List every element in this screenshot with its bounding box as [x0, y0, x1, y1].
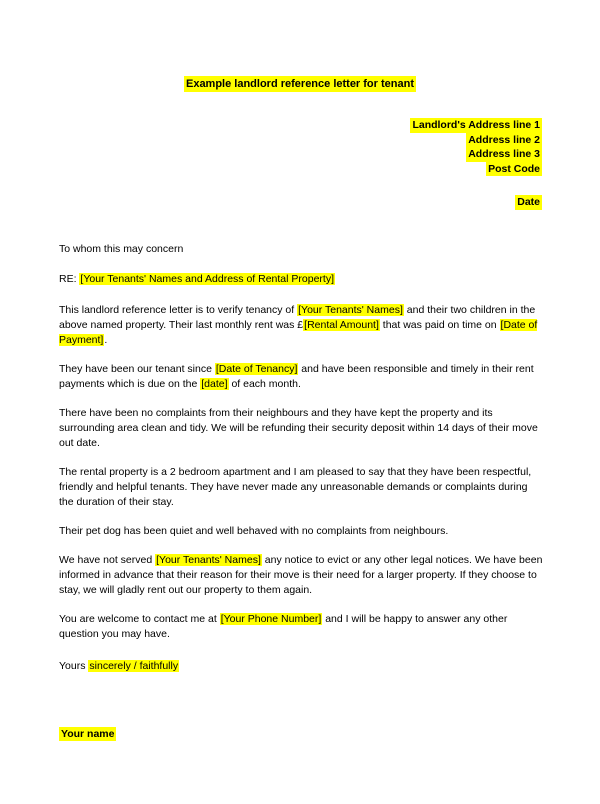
body-paragraph	[59, 362, 543, 392]
signature-name: Your name	[61, 727, 115, 740]
placeholder-field: [Date of Payment]	[59, 318, 538, 346]
paragraph-text: any notice to evict or any other legal notices. We have been informed in advance that their reason for their move is their need for a larger property. If they choose to stay, we will gladly rent out our property to them again.	[59, 553, 543, 596]
placeholder-field: [date]	[201, 377, 228, 390]
paragraph-list	[59, 303, 543, 642]
paragraph-text: The rental property is a 2 bedroom apartment and I am pleased to say that they have been respectful, friendly and helpful tenants. They have never made any unreasonable demands or complaints during the duration of their stay.	[59, 465, 532, 508]
placeholder-field: [Date of Tenancy]	[215, 362, 298, 375]
date-block	[0, 195, 600, 210]
paragraph-text: .	[104, 333, 108, 346]
body-paragraph	[59, 524, 543, 539]
re-line	[59, 272, 543, 287]
paragraph-text: They have been our tenant since	[59, 362, 215, 375]
paragraph-text: that was paid on time on	[379, 318, 500, 331]
paragraph-text: and their two children in the above named property. Their last monthly rent was £	[59, 303, 536, 331]
document-title-row	[0, 74, 600, 92]
salutation: To whom this may concern	[59, 242, 184, 255]
sender-address-block	[0, 118, 600, 176]
document-page	[0, 74, 600, 804]
paragraph-text: We have not served	[59, 553, 156, 566]
paragraph-text: Their pet dog has been quiet and well behaved with no complaints from neighbours.	[59, 524, 449, 537]
letter-body	[0, 242, 600, 742]
closing-prefix: Yours	[59, 659, 89, 672]
address-line: Address line 3	[468, 148, 540, 160]
address-line: Post Code	[488, 162, 540, 175]
paragraph-text: and I will be happy to answer any other question you may have.	[59, 612, 508, 640]
paragraph-text: This landlord reference letter is to verify tenancy of	[59, 303, 298, 316]
placeholder-field: [Your Tenants' Names]	[298, 303, 403, 316]
re-value: [Your Tenants' Names and Address of Rental Property]	[80, 272, 334, 285]
placeholder-field: [Your Phone Number]	[220, 612, 322, 625]
body-paragraph	[59, 406, 543, 451]
address-line: Landlord's Address line 1	[412, 119, 540, 131]
address-line: Address line 2	[468, 133, 540, 146]
paragraph-text: of each month.	[228, 377, 301, 390]
signature-block	[59, 727, 543, 742]
placeholder-field: [Your Tenants' Names]	[156, 553, 261, 566]
closing-line	[59, 659, 543, 674]
body-paragraph	[59, 303, 543, 348]
body-paragraph	[59, 465, 543, 510]
re-label: RE:	[59, 272, 80, 285]
body-paragraph	[59, 553, 543, 598]
date-placeholder: Date	[517, 196, 540, 208]
paragraph-text: You are welcome to contact me at	[59, 612, 220, 625]
placeholder-field: [Rental Amount]	[304, 318, 379, 331]
closing-value: sincerely / faithfully	[89, 659, 179, 672]
body-paragraph	[59, 612, 543, 642]
paragraph-text: There have been no complaints from their neighbours and they have kept the property and its surrounding area clean and tidy. We will be refunding their security deposit within 14 days of their move out date.	[59, 406, 538, 449]
paragraph-text: and have been responsible and timely in their rent payments which is due on the	[59, 362, 534, 390]
page-title: Example landlord reference letter for tenant	[185, 78, 414, 90]
